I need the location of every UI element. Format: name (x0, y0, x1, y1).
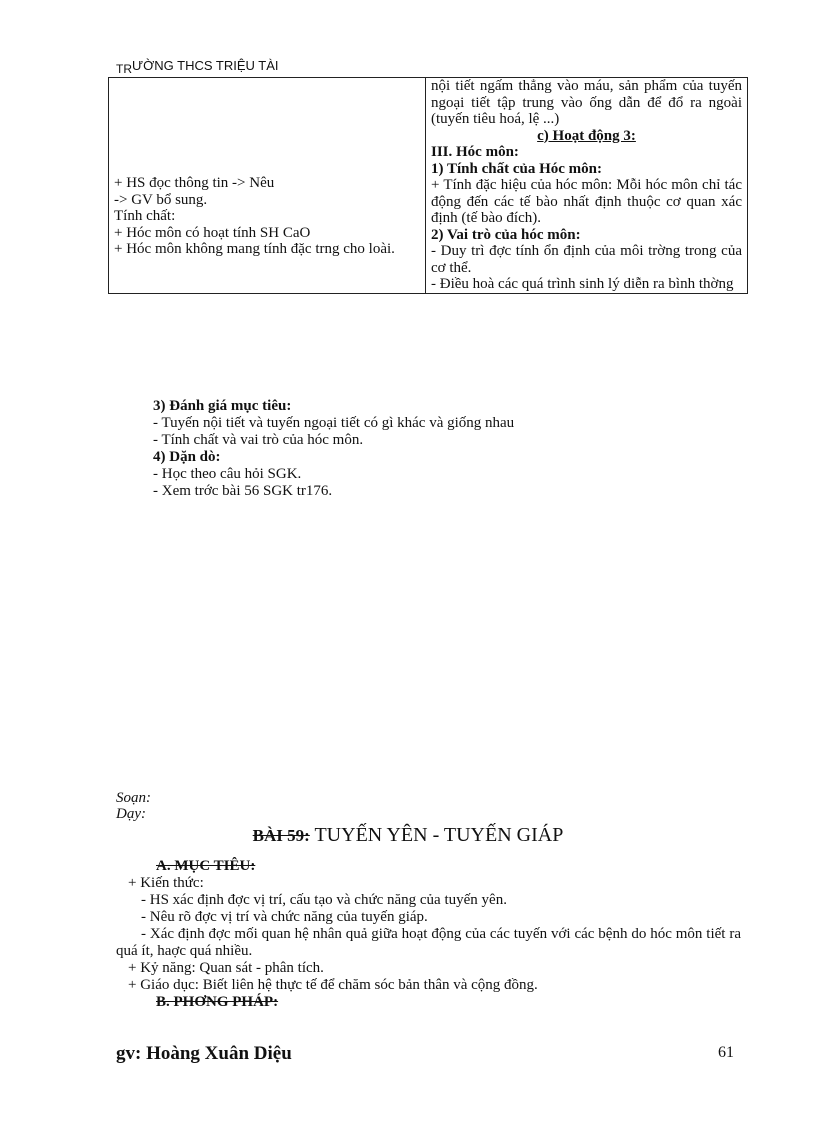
objective-item: - Nêu rõ đợc vị trí và chức năng của tuyến giáp. (141, 909, 428, 925)
page-number: 61 (718, 1044, 734, 1061)
day-label: Dạy: (116, 806, 146, 822)
intro-text: nội tiết ngấm thẳng vào máu, sản phẩm của tuyến ngoại tiết tập trung vào ống dẫn để đổ ra ngoài (tuyến tiêu hoá, lệ ...) (431, 78, 742, 127)
objectives-heading: A. MỤC TIÊU: (156, 858, 256, 874)
soan-label: Soạn: (116, 790, 151, 806)
homework-item: - Học theo câu hỏi SGK. (153, 466, 302, 482)
school-name: ƯỜNG THCS TRIỆU TÀI (132, 58, 279, 73)
teacher-name: gv: Hoàng Xuân Diệu (116, 1043, 292, 1064)
school-prefix: TR (116, 62, 132, 76)
evaluation-item: - Tính chất và vai trò của hóc môn. (153, 432, 364, 448)
objective-item: - HS xác định đợc vị trí, cấu tạo và chức năng của tuyến yên. (141, 892, 507, 908)
content-column (426, 78, 748, 294)
lesson-number: BÀI 59: (252, 826, 310, 845)
section-title: III. Hóc môn: (431, 144, 519, 160)
objective-item: - Xác định đợc mối quan hệ nhân quả giữa hoạt động của các tuyến với các bệnh do hóc môn tiết ra quá ít, haợc quá nhiều. (116, 926, 741, 959)
left-line: + Hóc môn không mang tính đặc trng cho loài. (114, 241, 395, 257)
lesson-title (0, 824, 816, 847)
homework-item: - Xem trớc bài 56 SGK tr176. (153, 483, 333, 499)
method-heading: B. PHƠNG PHÁP: (156, 994, 279, 1010)
teacher-student-column (109, 78, 426, 294)
evaluation-item: - Tuyến nội tiết và tuyến ngoại tiết có gì khác và giống nhau (153, 415, 515, 431)
lesson-table (108, 77, 748, 294)
left-line: Tính chất: (114, 208, 176, 224)
activity-heading: c) Hoạt động 3: (537, 127, 636, 144)
sub2-item: - Duy trì đợc tính ổn định của môi trờng trong của cơ thể. (431, 243, 742, 276)
dates-block (116, 790, 151, 822)
sub2-title: 2) Vai trò của hóc môn: (431, 226, 581, 243)
knowledge-label: + Kiến thức: (128, 875, 204, 891)
education-line: + Giáo dục: Biết liên hệ thực tế để chăm sóc bản thân và cộng đồng. (128, 977, 538, 993)
homework-title: 4) Dặn dò: (153, 449, 221, 465)
sub1-title: 1) Tính chất của Hóc môn: (431, 160, 602, 177)
sub1-text: + Tính đặc hiệu của hóc môn: Mỗi hóc môn chỉ tác động đến các tế bào nhất định thuộc cơ quan xác định (tế bào đích). (431, 177, 742, 226)
left-line: + HS đọc thông tin -> Nêu (114, 175, 275, 191)
left-line: + Hóc môn có hoạt tính SH CaO (114, 224, 311, 241)
objectives-section (116, 858, 741, 1011)
school-header (116, 58, 279, 76)
evaluation-title: 3) Đánh giá mục tiêu: (153, 398, 292, 414)
skills-line: + Kỷ năng: Quan sát - phân tích. (128, 960, 324, 976)
lesson-name: TUYẾN YÊN - TUYẾN GIÁP (309, 824, 564, 846)
left-line: -> GV bổ sung. (114, 191, 208, 208)
evaluation-section (153, 398, 753, 500)
sub2-item: - Điều hoà các quá trình sinh lý diễn ra bình thờng (431, 276, 734, 292)
